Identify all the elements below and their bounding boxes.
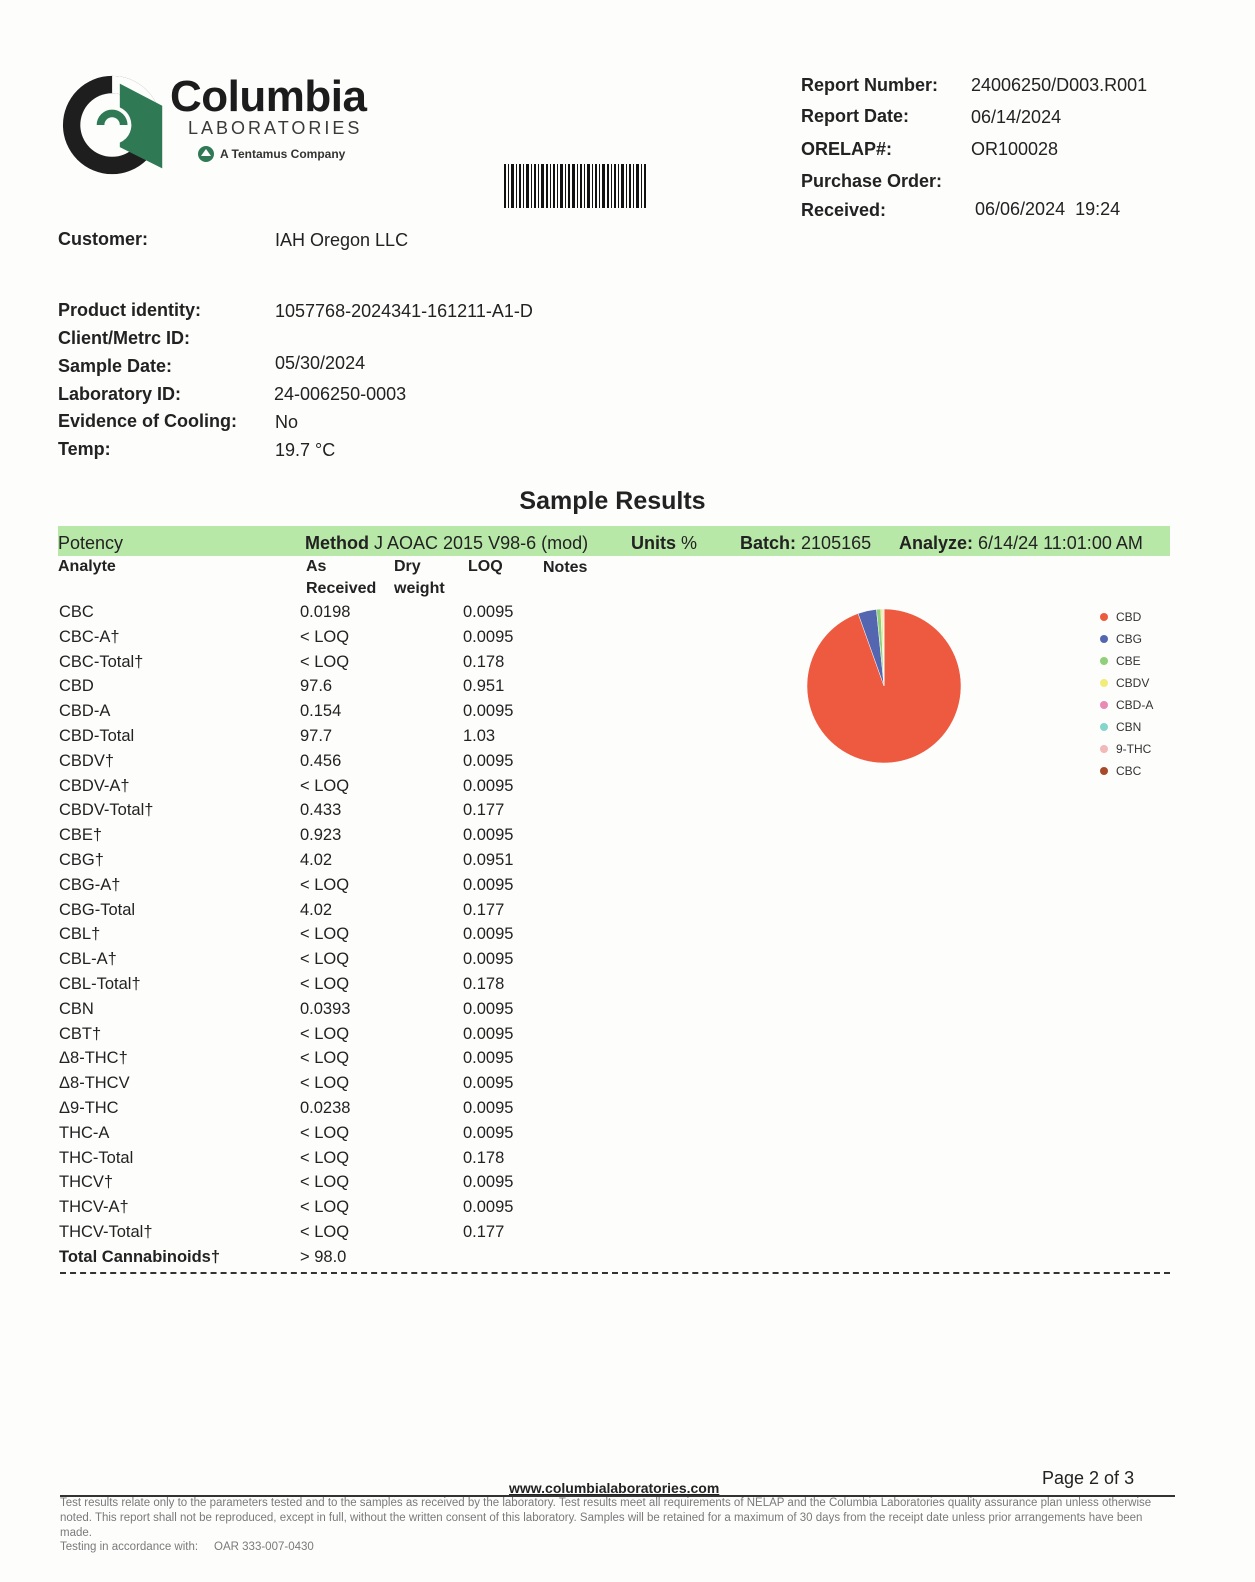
as-received-value: 0.923	[300, 826, 342, 845]
legend-swatch	[1100, 767, 1108, 775]
product-identity-label: Product identity:	[58, 300, 201, 320]
legend-label: CBN	[1116, 720, 1142, 734]
loq-value: 0.0095	[463, 1074, 514, 1093]
loq-value: 1.03	[463, 727, 496, 745]
analyte-name: CBC	[59, 603, 94, 621]
table-row	[58, 1173, 558, 1197]
table-row	[58, 752, 558, 776]
loq-value: 0.0095	[463, 1024, 514, 1043]
batch-label: Batch:	[740, 533, 797, 553]
col-received: Received	[306, 580, 377, 597]
footer-disclaimer: Test results relate only to the parameters tested and to the samples as received by the laboratory. Test results meet all requirements of NELAP and the Columbia Laboratories quality assurance plan unless otherwise noted. This report shall not be reproduced, except in full, without the written consent of this laboratory. Samples will be retained for a maximum of 30 days from the receipt date unless prior arrangements have been made.	[60, 1497, 1152, 1539]
as-received-value: < LOQ	[300, 950, 350, 969]
legend-label: CBD-A	[1116, 698, 1154, 712]
batch-value: 2105165	[801, 533, 872, 553]
loq-value: 0.0951	[463, 851, 514, 869]
legend-item	[1100, 606, 1200, 628]
barcode	[504, 164, 646, 208]
table-row	[58, 851, 558, 875]
as-received-value: < LOQ	[300, 975, 350, 993]
as-received-value: 97.7	[300, 727, 333, 745]
table-row	[58, 1149, 558, 1173]
columbia-logo-mark	[62, 70, 168, 180]
sample-date-label: Sample Date:	[58, 356, 173, 376]
loq-value: 0.0095	[463, 1049, 514, 1068]
as-received-value: < LOQ	[300, 1049, 350, 1068]
loq-value: 0.0095	[463, 925, 514, 944]
loq-value: 0.177	[463, 900, 505, 919]
method-value: J AOAC 2015 V98-6 (mod)	[374, 533, 589, 553]
table-row	[58, 1198, 558, 1222]
legend-swatch	[1100, 657, 1108, 665]
loq-value: 0.0095	[463, 1173, 514, 1192]
customer-name: IAH Oregon LLC	[275, 230, 409, 250]
as-received-value: < LOQ	[300, 925, 350, 944]
received-datetime: 06/06/2024 19:24	[975, 199, 1121, 219]
col-weight: weight	[394, 580, 445, 597]
loq-value: 0.0095	[463, 999, 514, 1018]
logo-subtitle: LABORATORIES	[188, 118, 363, 138]
table-row	[58, 628, 558, 652]
total-label: Total Cannabinoids†	[59, 1248, 221, 1266]
analyte-name: THCV†	[59, 1173, 114, 1192]
cooling-value: No	[275, 412, 299, 432]
table-row	[58, 950, 558, 974]
analyte-name: CBD-Total	[59, 727, 135, 745]
footer-website-link[interactable]: www.columbialaboratories.com	[509, 1480, 720, 1496]
col-dry: Dry	[394, 558, 421, 575]
legend-label: 9-THC	[1116, 742, 1152, 756]
units-info	[631, 533, 697, 554]
analyte-name: Δ8-THCV	[59, 1074, 130, 1093]
units-value: %	[681, 533, 698, 553]
section-title: Sample Results	[519, 487, 706, 515]
potency-pie-chart	[804, 606, 964, 766]
table-row	[58, 975, 558, 999]
as-received-value: 0.0393	[300, 999, 351, 1018]
analyte-name: CBL†	[59, 925, 101, 944]
total-value: > 98.0	[300, 1248, 347, 1266]
as-received-value: 4.02	[300, 900, 333, 919]
loq-value: 0.0095	[463, 776, 514, 795]
loq-value: 0.0095	[463, 702, 514, 721]
pie-legend	[1100, 606, 1200, 782]
method-label: Method	[305, 533, 369, 553]
legend-item	[1100, 738, 1200, 760]
table-row	[58, 1000, 558, 1024]
loq-value: 0.0095	[463, 826, 514, 845]
loq-value: 0.178	[463, 1148, 505, 1167]
analyte-name: CBL-Total†	[59, 975, 141, 993]
as-received-value: 0.0238	[300, 1099, 351, 1117]
sample-date: 05/30/2024	[275, 353, 366, 373]
as-received-value: < LOQ	[300, 1198, 350, 1217]
legend-item	[1100, 650, 1200, 672]
analyte-name: CBDV-A†	[59, 776, 130, 795]
logo-tagline-text: A Tentamus Company	[220, 147, 346, 161]
report-date: 06/14/2024	[971, 107, 1062, 127]
table-end-divider	[60, 1272, 1170, 1274]
tentamus-icon	[197, 145, 215, 163]
analyte-name: THCV-A†	[59, 1198, 129, 1217]
as-received-value: < LOQ	[300, 875, 350, 894]
temp-value: 19.7 °C	[275, 440, 336, 460]
loq-value: 0.177	[463, 801, 505, 820]
legend-swatch	[1100, 701, 1108, 709]
analyze-info	[899, 533, 1143, 554]
as-received-value: < LOQ	[300, 1123, 350, 1142]
col-loq: LOQ	[468, 558, 503, 575]
legend-swatch	[1100, 613, 1108, 621]
loq-value: 0.178	[463, 975, 505, 993]
as-received-value: < LOQ	[300, 627, 350, 646]
report-number: 24006250/D003.R001	[971, 75, 1148, 95]
table-row	[58, 826, 558, 850]
analyte-name: CBT†	[59, 1024, 102, 1043]
table-row	[58, 925, 558, 949]
logo-wordmark: Columbia	[170, 72, 367, 121]
potency-label: Potency	[58, 533, 124, 553]
analyte-name: CBC-A†	[59, 627, 120, 646]
analyte-name: CBD-A	[59, 702, 111, 721]
as-received-value: < LOQ	[300, 1173, 350, 1192]
legend-label: CBD	[1116, 610, 1142, 624]
legend-swatch	[1100, 679, 1108, 687]
loq-value: 0.0095	[463, 1099, 514, 1117]
legend-label: CBE	[1116, 654, 1141, 668]
analyte-name: CBG†	[59, 851, 104, 869]
table-row	[58, 1223, 558, 1247]
table-row	[58, 702, 558, 726]
analyte-name: CBDV-Total†	[59, 801, 154, 820]
table-row	[58, 1025, 558, 1049]
table-row	[58, 901, 558, 925]
loq-value: 0.177	[463, 1223, 505, 1241]
analyte-name: CBDV†	[59, 751, 115, 770]
laboratory-id-label: Laboratory ID:	[58, 384, 182, 404]
loq-value: 0.0095	[463, 603, 514, 621]
as-received-value: < LOQ	[300, 1024, 350, 1043]
legend-swatch	[1100, 723, 1108, 731]
analyte-name: THC-A	[59, 1123, 110, 1142]
legend-item	[1100, 628, 1200, 650]
as-received-value: 0.154	[300, 702, 342, 721]
loq-value: 0.0095	[463, 1123, 514, 1142]
loq-value: 0.0095	[463, 875, 514, 894]
as-received-value: 0.0198	[300, 603, 351, 621]
as-received-value: < LOQ	[300, 652, 350, 671]
analyze-value: 6/14/24 11:01:00 AM	[978, 533, 1143, 553]
analyte-name: CBL-A†	[59, 950, 117, 969]
as-received-value: < LOQ	[300, 1148, 350, 1167]
as-received-value: < LOQ	[300, 1074, 350, 1093]
table-row	[58, 777, 558, 801]
method-info	[305, 533, 588, 554]
table-row	[58, 1099, 558, 1123]
as-received-value: 97.6	[300, 677, 333, 696]
orelap-number: OR100028	[971, 139, 1059, 159]
loq-value: 0.0095	[463, 950, 514, 969]
analyte-name: CBG-Total	[59, 900, 136, 919]
batch-info	[740, 533, 871, 554]
customer-label: Customer:	[58, 229, 149, 249]
col-notes: Notes	[543, 559, 588, 576]
table-row	[58, 677, 558, 701]
report-date-label: Report Date:	[801, 106, 910, 126]
col-analyte: Analyte	[58, 558, 116, 575]
loq-value: 0.0095	[463, 1198, 514, 1217]
analyte-name: CBN	[59, 999, 94, 1018]
analyte-name: Δ8-THC†	[59, 1049, 128, 1068]
table-row	[58, 1124, 558, 1148]
footer-testing-note: Testing in accordance with: OAR 333-007-0430	[60, 1541, 314, 1553]
product-identity: 1057768-2024341-161211-A1-D	[275, 301, 533, 321]
table-row	[58, 653, 558, 677]
cooling-label: Evidence of Cooling:	[58, 411, 238, 431]
received-label: Received:	[801, 200, 887, 220]
total-row	[58, 1248, 558, 1272]
loq-value: 0.0095	[463, 627, 514, 646]
as-received-value: 4.02	[300, 851, 333, 869]
legend-item	[1100, 672, 1200, 694]
units-label: Units	[631, 533, 676, 553]
legend-item	[1100, 694, 1200, 716]
as-received-value: 0.433	[300, 801, 342, 820]
loq-value: 0.178	[463, 652, 505, 671]
table-row	[58, 801, 558, 825]
table-row	[58, 603, 558, 627]
table-row	[58, 876, 558, 900]
legend-item	[1100, 760, 1200, 782]
analyte-name: CBC-Total†	[59, 652, 144, 671]
table-row	[58, 1049, 558, 1073]
table-row	[58, 1074, 558, 1098]
as-received-value: 0.456	[300, 751, 342, 770]
page-number: Page 2 of 3	[1042, 1468, 1135, 1488]
client-metrc-label: Client/Metrc ID:	[58, 328, 191, 348]
analyte-name: CBE†	[59, 826, 103, 845]
laboratory-id: 24-006250-0003	[274, 384, 407, 404]
as-received-value: < LOQ	[300, 776, 350, 795]
analyte-name: Δ9-THC	[59, 1099, 119, 1117]
analyte-name: CBD	[59, 677, 94, 696]
analyte-name: CBG-A†	[59, 875, 121, 894]
legend-label: CBDV	[1116, 676, 1150, 690]
loq-value: 0.951	[463, 677, 505, 696]
table-row	[58, 727, 558, 751]
legend-swatch	[1100, 745, 1108, 753]
analyte-name: THC-Total	[59, 1148, 134, 1167]
logo-tagline	[197, 145, 345, 163]
report-number-label: Report Number:	[801, 75, 939, 95]
loq-value: 0.0095	[463, 751, 514, 770]
analyze-label: Analyze:	[899, 533, 974, 553]
legend-label: CBG	[1116, 632, 1143, 646]
col-as: As	[306, 558, 327, 575]
legend-label: CBC	[1116, 764, 1142, 778]
analyte-name: THCV-Total†	[59, 1223, 153, 1241]
purchase-order-label: Purchase Order:	[801, 171, 943, 191]
legend-item	[1100, 716, 1200, 738]
legend-swatch	[1100, 635, 1108, 643]
temp-label: Temp:	[58, 439, 111, 459]
orelap-label: ORELAP#:	[801, 139, 893, 159]
as-received-value: < LOQ	[300, 1223, 350, 1241]
